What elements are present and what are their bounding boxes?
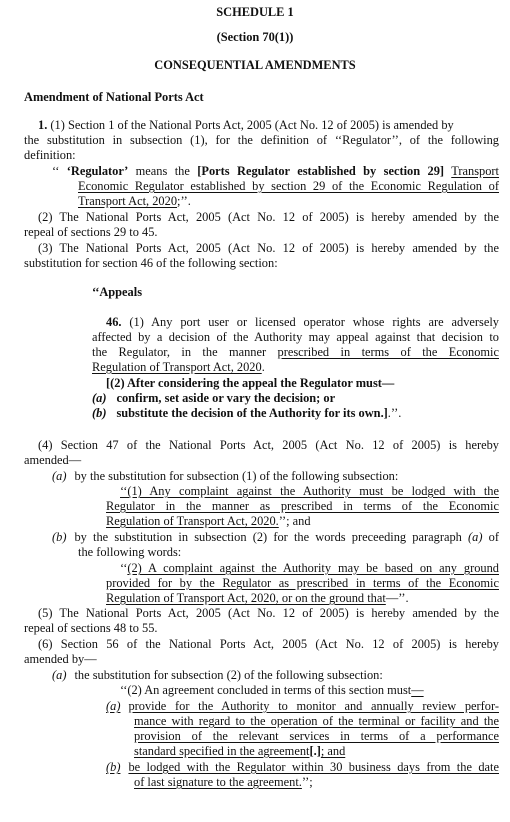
schedule-heading: SCHEDULE 1 xyxy=(216,5,294,19)
para-6a-item-a-3: provision of the relevant services in terms of a performance xyxy=(134,729,499,743)
definition-line-3: Transport Act, 2020;’’. xyxy=(78,194,191,208)
schedule-title: CONSEQUENTIAL AMENDMENTS xyxy=(154,58,356,72)
para-6a-item-b-1: (b) be lodged with the Regulator within 30 business days from the date xyxy=(106,760,499,774)
para-1-line-1: 1. (1) Section 1 of the National Ports Act, 2005 (Act No. 12 of 2005) is amended by xyxy=(38,118,454,132)
appeals-line-4: Regulation of Transport Act, 2020. xyxy=(92,360,265,374)
appeals-item-b: (b) substitute the decision of the Authority for its own.].’’. xyxy=(92,406,402,420)
para-2-line-1: (2) The National Ports Act, 2005 (Act No. 12 of 2005) is hereby amended by the xyxy=(38,210,499,224)
para-4b-quote-1: ‘‘(2) A complaint against the Authority may be based on any ground xyxy=(120,561,499,575)
para-6a-item-a-4: standard specified in the agreement[.]; and xyxy=(134,744,346,758)
definition-line-1: ‘‘ ‘Regulator’ means the [Ports Regulator established by section 29] Transport xyxy=(52,164,500,178)
para-6a-item-a-1: (a) provide for the Authority to monitor and annually review perfor- xyxy=(106,699,499,713)
para-6-line-2: amended by— xyxy=(24,652,97,666)
para-2-line-2: repeal of sections 29 to 45. xyxy=(24,225,158,239)
para-4-item-b: (b) by the substitution in subsection (2) for the words preceeding paragraph (a) of xyxy=(52,530,499,544)
appeals-heading: ‘‘Appeals xyxy=(92,285,143,299)
appeals-deleted-sub-2: [(2) After considering the appeal the Regulator must— xyxy=(106,376,395,390)
para-4a-quote-2: Regulator in the manner as prescribed in terms of the Economic xyxy=(106,499,499,513)
section-reference: (Section 70(1)) xyxy=(216,30,294,44)
para-6-item-a: (a) the substitution for subsection (2) of the following subsection: xyxy=(52,668,383,682)
para-6a-quote: ‘‘(2) An agreement concluded in terms of this section must— xyxy=(120,683,424,697)
para-5-line-2: repeal of sections 48 to 55. xyxy=(24,621,158,635)
para-5-line-1: (5) The National Ports Act, 2005 (Act No. 12 of 2005) is hereby amended by the xyxy=(38,606,499,620)
para-4-item-a: (a) by the substitution for subsection (1) of the following subsection: xyxy=(52,469,399,483)
appeals-line-3: the Regulator, in the manner prescribed in terms of the Economic xyxy=(92,345,499,359)
para-4b-line-2: the following words: xyxy=(78,545,182,559)
para-3-line-1: (3) The National Ports Act, 2005 (Act No. 12 of 2005) is hereby amended by the xyxy=(38,241,499,255)
para-6a-item-a-2: mance with regard to the operation of the terminal or facility and the xyxy=(134,714,499,728)
para-4a-quote-3: Regulation of Transport Act, 2020.’’; and xyxy=(106,514,311,528)
para-4-line-2: amended— xyxy=(24,453,82,467)
para-3-line-2: substitution for section 46 of the following section: xyxy=(24,256,278,270)
deleted-text: [Ports Regulator established by section 29] xyxy=(197,164,445,178)
para-4a-quote-1: ‘‘(1) Any complaint against the Authority must be lodged with the xyxy=(120,484,499,498)
subheading: Amendment of National Ports Act xyxy=(24,90,204,104)
para-1-line-2: the substitution in subsection (1), for the definition of ‘‘Regulator’’, of the following xyxy=(24,133,499,147)
para-4-line-1: (4) Section 47 of the National Ports Act, 2005 (Act No. 12 of 2005) is hereby xyxy=(38,438,499,452)
para-6-line-1: (6) Section 56 of the National Ports Act, 2005 (Act No. 12 of 2005) is hereby xyxy=(38,637,499,651)
appeals-line-2: affected by a decision of the Authority may appeal against that decision to xyxy=(92,330,499,344)
para-1-line-3: definition: xyxy=(24,148,76,162)
inserted-text: Transport xyxy=(451,164,500,178)
para-6a-item-b-2: of last signature to the agreement.’’; xyxy=(134,775,313,789)
appeals-line-1: 46. (1) Any port user or licensed operator whose rights are adversely xyxy=(106,315,499,329)
appeals-item-a: (a) confirm, set aside or vary the decision; or xyxy=(92,391,336,405)
para-4b-quote-2: provided for by the Regulator as prescribed in terms of the Economic xyxy=(106,576,499,590)
definition-line-2: Economic Regulator established by section 29 of the Economic Regulation of xyxy=(78,179,499,193)
para-4b-quote-3: Regulation of Transport Act, 2020, or on the ground that—’’. xyxy=(106,591,409,605)
